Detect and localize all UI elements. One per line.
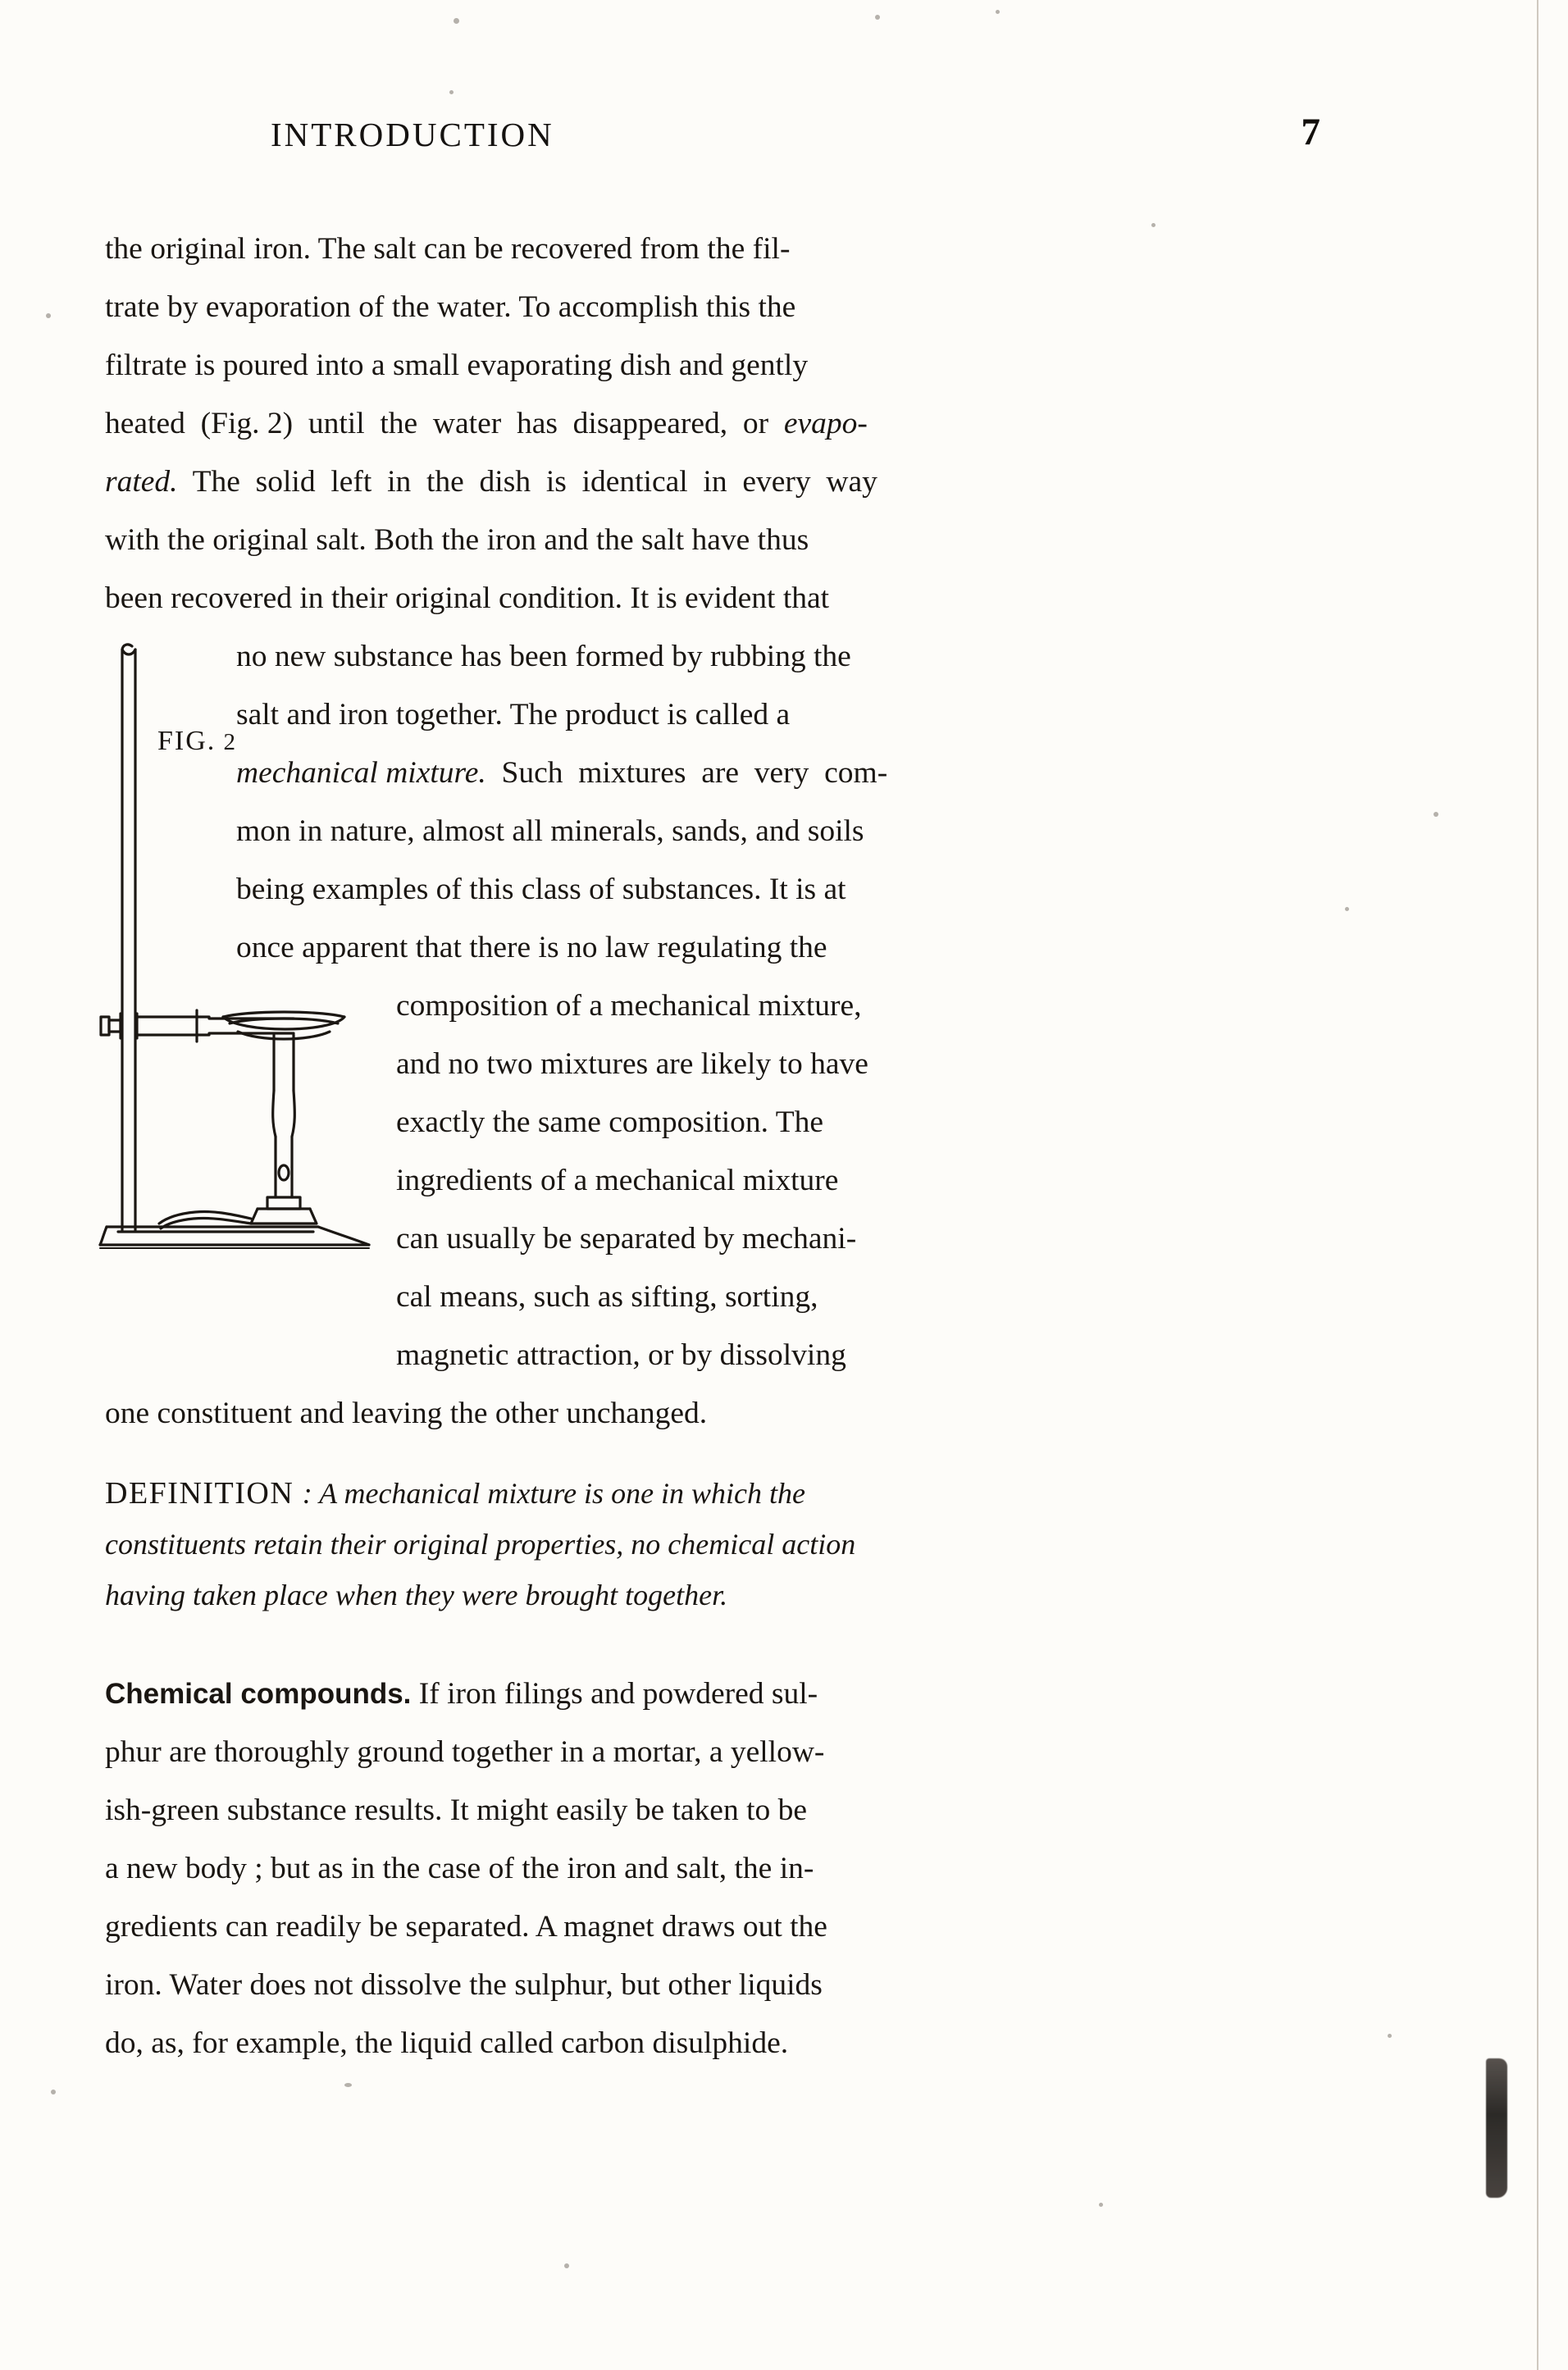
paper-speck: [996, 10, 1000, 14]
paragraph-top: [105, 220, 1320, 627]
compounds-paragraph: [105, 1665, 1320, 2072]
text-line: constituents retain their original properties, no chemical action: [105, 1528, 856, 1561]
text-line: a new body ; but as in the case of the iron and salt, the in-: [105, 1852, 814, 1885]
italic-word: evapo-: [783, 407, 868, 440]
text-line-main: If iron filings and powdered sul-: [411, 1677, 818, 1711]
text-line: trate by evaporation of the water. To accomplish this the: [105, 290, 796, 324]
text-line: ish-green substance results. It might easily be taken to be: [105, 1793, 808, 1827]
paper-speck: [1151, 223, 1155, 227]
text-line: exactly the same composition. The: [396, 1105, 824, 1139]
definition-colon: :: [302, 1477, 320, 1510]
text-line: [105, 1665, 1320, 1723]
text-line: can usually be separated by mechani-: [396, 1222, 857, 1256]
italic-phrase: mechanical mixture.: [236, 756, 486, 790]
paper-speck: [564, 2263, 569, 2268]
text-line: do, as, for example, the liquid called carbon disulphide.: [105, 2026, 789, 2060]
paper-speck: [875, 15, 880, 20]
paper-speck: [1345, 907, 1349, 911]
text-line: ingredients of a mechanical mixture: [396, 1164, 839, 1197]
text-line: having taken place when they were brought together.: [105, 1579, 728, 1611]
paper-speck: [454, 18, 459, 24]
text-line: magnetic attraction, or by dissolving: [396, 1338, 846, 1372]
text-line: one constituent and leaving the other unchanged.: [105, 1397, 708, 1430]
text-line: once apparent that there is no law regulating the: [236, 931, 827, 964]
paragraph-wrapped: [105, 627, 1320, 1443]
definition-paragraph: [105, 1468, 1320, 1620]
paper-speck: [1388, 2034, 1392, 2038]
page-edge-smudge: [1486, 2058, 1507, 2198]
italic-word: rated.: [105, 465, 178, 499]
text-line: with the original salt. Both the iron and the salt have thus: [105, 523, 809, 557]
text-line: iron. Water does not dissolve the sulphur, but other liquids: [105, 1968, 823, 2002]
text-line: salt and iron together. The product is called a: [236, 698, 791, 732]
text-line: cal means, such as sifting, sorting,: [396, 1280, 818, 1314]
text-line: gredients can readily be separated. A magnet draws out the: [105, 1910, 827, 1944]
text-line: no new substance has been formed by rubbing the: [236, 640, 851, 673]
figure-caption-number: 2: [223, 729, 238, 755]
text-line: composition of a mechanical mixture,: [396, 989, 862, 1023]
text-line: mon in nature, almost all minerals, sands, and soils: [236, 814, 864, 848]
definition-label-text: DEFINITION: [105, 1476, 294, 1511]
text-line: phur are thoroughly ground together in a mortar, a yellow-: [105, 1735, 825, 1769]
text-line: been recovered in their original condition. It is evident that: [105, 581, 830, 615]
paragraph-lead-in: Chemical compounds.: [105, 1678, 412, 1710]
text-line: [105, 1468, 1320, 1519]
paper-speck: [344, 2083, 352, 2087]
text-line: [105, 394, 1320, 453]
definition-line-1: A mechanical mixture is one in which the: [319, 1477, 806, 1510]
text-line: being examples of this class of substances. It is at: [236, 873, 846, 906]
paper-speck: [449, 90, 454, 94]
running-head: [271, 111, 1320, 172]
paper-speck: [1099, 2203, 1103, 2207]
figure-caption-label: FIG.: [157, 726, 217, 756]
paper-speck: [46, 313, 51, 318]
text-line: filtrate is poured into a small evaporating dish and gently: [105, 349, 809, 382]
paper-speck: [51, 2090, 56, 2094]
running-head-title: INTRODUCTION: [271, 116, 554, 153]
page-number: 7: [1301, 111, 1320, 153]
text-line: the original iron. The salt can be recovered from the fil-: [105, 232, 791, 266]
text-line-main: The solid left in the dish is identical in every way: [177, 465, 877, 499]
text-line-main: heated (Fig. 2) until the water has disappeared, or: [105, 407, 784, 440]
text-line: and no two mixtures are likely to have: [396, 1047, 868, 1081]
paper-speck: [1434, 812, 1438, 817]
text-line: [105, 744, 1320, 802]
definition-label: [105, 1477, 303, 1510]
text-line: [105, 453, 1320, 511]
page-edge-rule: [1537, 0, 1538, 2370]
text-line-main: Such mixtures are very com-: [485, 756, 888, 790]
